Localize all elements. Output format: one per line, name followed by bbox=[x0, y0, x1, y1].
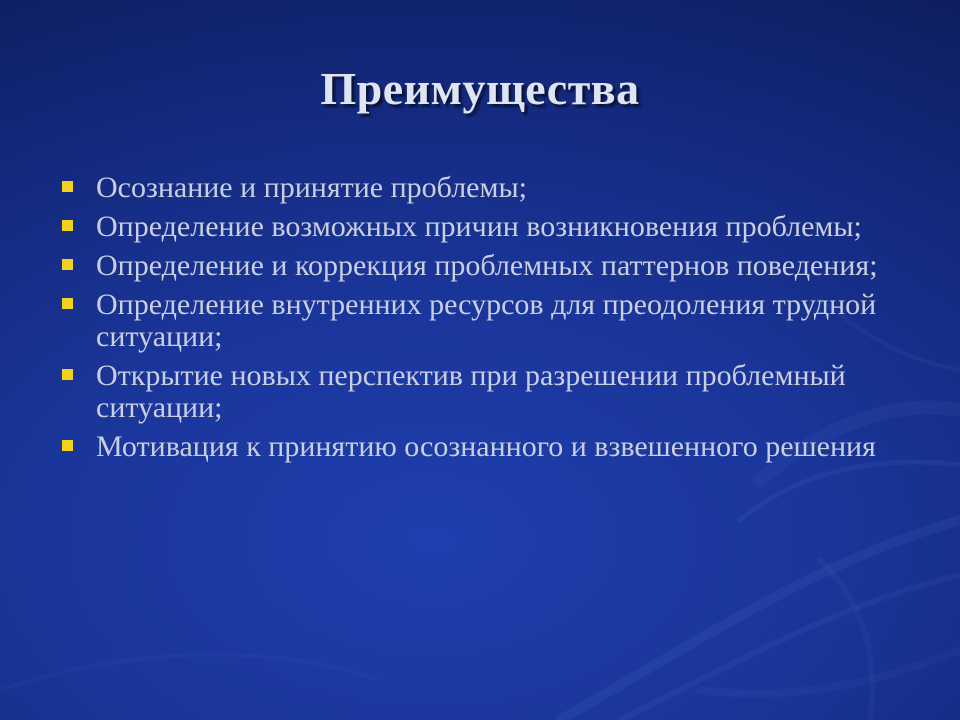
list-item bbox=[62, 431, 892, 463]
square-bullet-icon bbox=[62, 369, 73, 380]
bullet-text: Определение и коррекция проблемных паттернов поведения; bbox=[96, 249, 878, 282]
bullet-text: Осознание и принятие проблемы; bbox=[96, 171, 527, 204]
square-bullet-icon bbox=[62, 220, 73, 231]
square-bullet-icon bbox=[62, 298, 73, 309]
bullet-text: Определение возможных причин возникновения проблемы; bbox=[96, 210, 862, 243]
bullet-text: Мотивация к принятию осознанного и взвешенного решения bbox=[96, 430, 876, 463]
list-item bbox=[62, 360, 892, 424]
bullet-text: Открытие новых перспектив при разрешении проблемный ситуации; bbox=[96, 359, 846, 424]
bullet-list bbox=[62, 172, 892, 470]
square-bullet-icon bbox=[62, 440, 73, 451]
square-bullet-icon bbox=[62, 181, 73, 192]
bullet-text: Определение внутренних ресурсов для преодоления трудной ситуации; bbox=[96, 288, 877, 353]
square-bullet-icon bbox=[62, 259, 73, 270]
slide-title: Преимущества bbox=[320, 63, 640, 114]
list-item bbox=[62, 289, 892, 353]
list-item bbox=[62, 250, 892, 282]
list-item bbox=[62, 172, 892, 204]
list-item bbox=[62, 211, 892, 243]
